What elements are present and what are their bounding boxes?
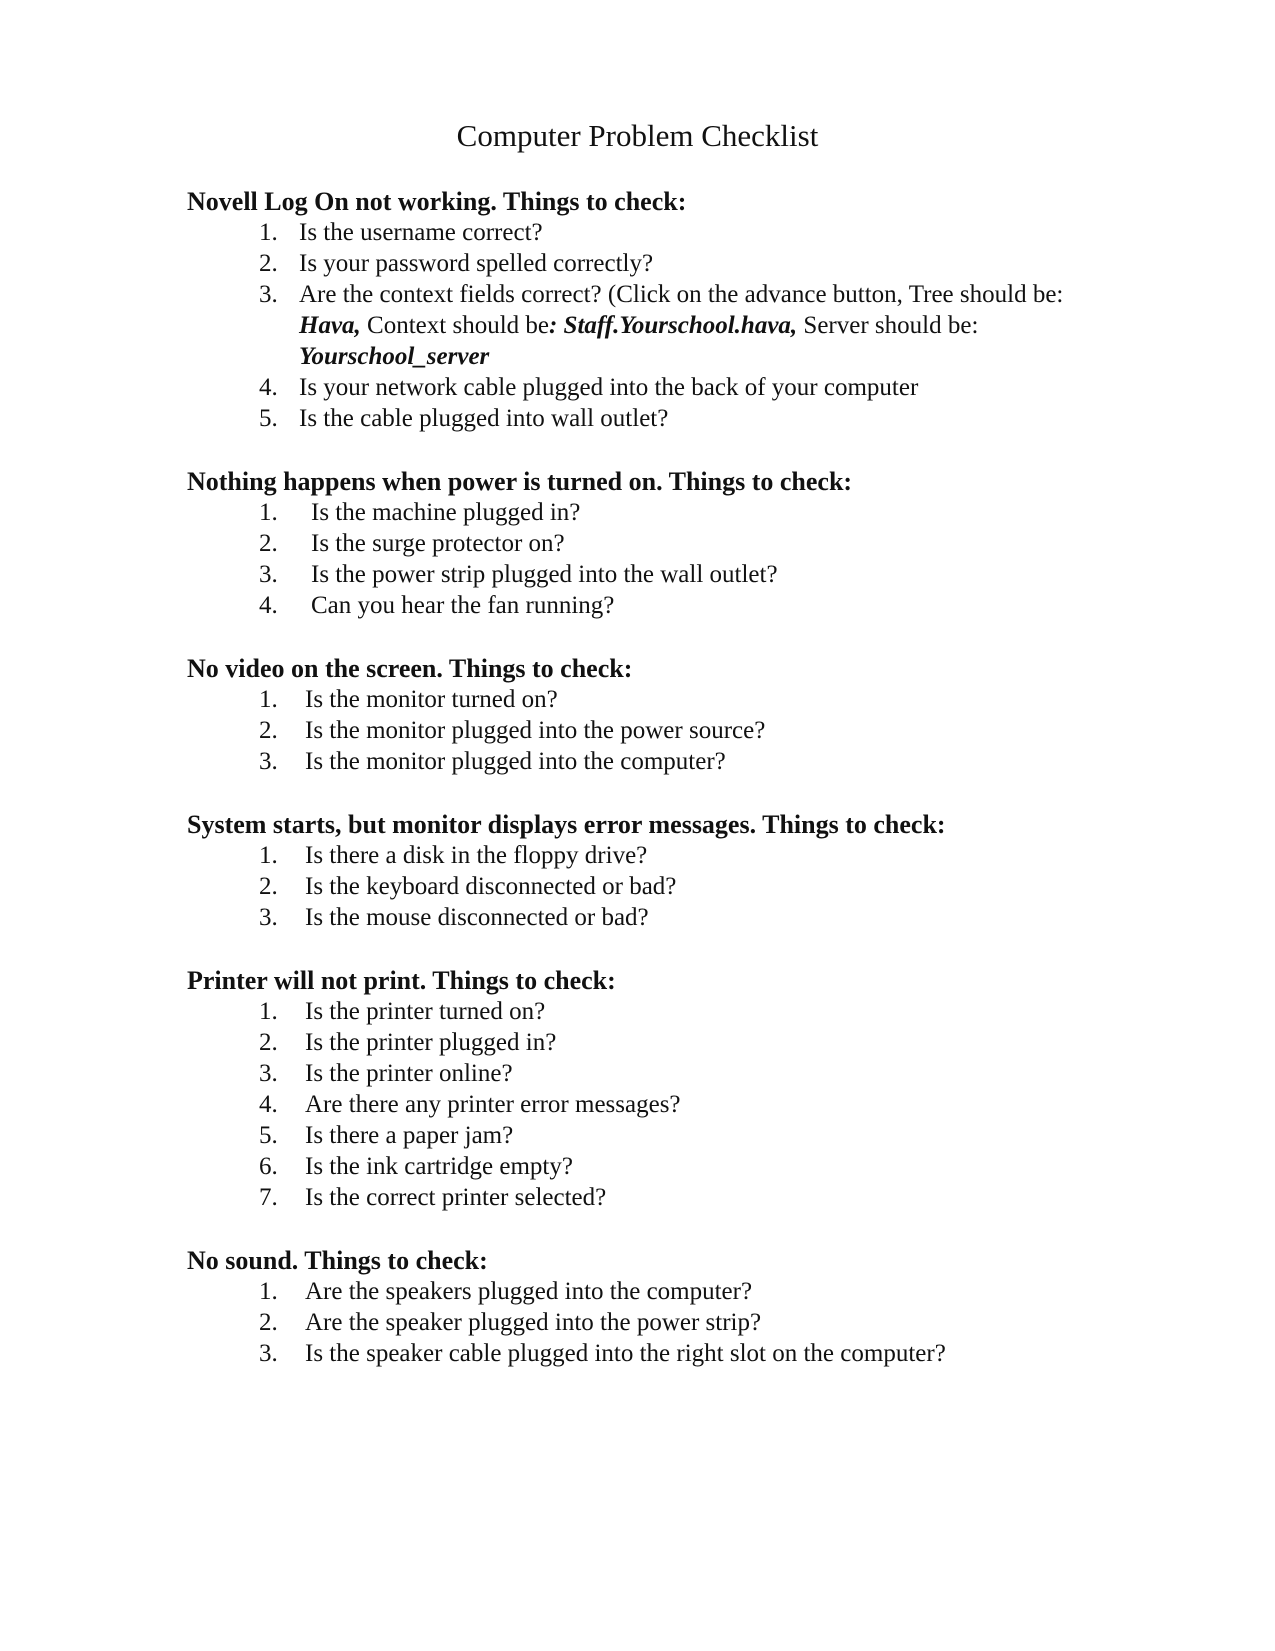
list-item	[187, 217, 1067, 248]
list-item	[187, 497, 1067, 528]
list-item	[187, 1058, 1067, 1089]
item-text: Is the monitor plugged into the computer?	[305, 748, 726, 775]
server-value: Yourschool_server	[299, 343, 490, 370]
item-number: 2.	[259, 873, 278, 900]
item-text: Are there any printer error messages?	[305, 1091, 681, 1118]
item-text: Is there a paper jam?	[305, 1122, 514, 1149]
item-number: 2.	[259, 717, 278, 744]
section-printer	[187, 965, 1067, 1213]
list-item	[187, 715, 1067, 746]
checklist	[187, 684, 1067, 777]
item-number: 1.	[259, 686, 278, 713]
list-item	[187, 372, 1067, 403]
item-number: 6.	[259, 1153, 278, 1180]
item-text: Is there a disk in the floppy drive?	[305, 842, 648, 869]
item-number: 4.	[259, 374, 278, 401]
item-text: Is your password spelled correctly?	[299, 250, 654, 277]
item-text: Is the machine plugged in?	[311, 499, 581, 526]
list-item	[187, 1089, 1067, 1120]
item-number: 4.	[259, 592, 278, 619]
section-heading: No video on the screen. Things to check:	[187, 654, 633, 683]
item-number: 3.	[259, 1340, 278, 1367]
item-number: 1.	[259, 1278, 278, 1305]
item-text: Is the printer turned on?	[305, 998, 546, 1025]
item-text: Is the cable plugged into wall outlet?	[299, 405, 669, 432]
item-text: Is the username correct?	[299, 219, 543, 246]
section-no-power	[187, 466, 1067, 621]
item-number: 1.	[259, 219, 278, 246]
section-error-messages	[187, 809, 1067, 933]
list-item	[187, 1120, 1067, 1151]
item-text: Can you hear the fan running?	[311, 592, 615, 619]
item-number: 1.	[259, 998, 278, 1025]
item-number: 3.	[259, 748, 278, 775]
list-item	[187, 1027, 1067, 1058]
item-text: Is the printer plugged in?	[305, 1029, 557, 1056]
item-text-part: Context should be	[360, 312, 549, 339]
list-item	[187, 996, 1067, 1027]
section-heading: No sound. Things to check:	[187, 1246, 488, 1275]
item-number: 1.	[259, 499, 278, 526]
item-text: Is the power strip plugged into the wall outlet?	[311, 561, 778, 588]
section-heading: System starts, but monitor displays error messages. Things to check:	[187, 810, 946, 839]
list-item	[187, 403, 1067, 434]
item-text: Is the printer online?	[305, 1060, 513, 1087]
section-heading: Printer will not print. Things to check:	[187, 966, 616, 995]
item-number: 3.	[259, 904, 278, 931]
item-text-part: Server should be:	[797, 312, 979, 339]
item-number: 3.	[259, 1060, 278, 1087]
section-heading: Nothing happens when power is turned on. Things to check:	[187, 467, 853, 496]
list-item	[187, 248, 1067, 279]
item-text: Is your network cable plugged into the back of your computer	[299, 374, 919, 401]
item-text: Is the ink cartridge empty?	[305, 1153, 573, 1180]
list-item	[187, 279, 1067, 372]
checklist-content	[187, 186, 1067, 1401]
item-text: Is the monitor turned on?	[305, 686, 558, 713]
section-no-video	[187, 653, 1067, 777]
item-number: 2.	[259, 250, 278, 277]
item-text: Is the mouse disconnected or bad?	[305, 904, 649, 931]
item-number: 5.	[259, 1122, 278, 1149]
item-number: 2.	[259, 530, 278, 557]
item-number: 2.	[259, 1029, 278, 1056]
list-item	[187, 902, 1067, 933]
item-number: 1.	[259, 842, 278, 869]
section-heading: Novell Log On not working. Things to check:	[187, 187, 687, 216]
list-item	[187, 746, 1067, 777]
list-item	[187, 840, 1067, 871]
list-item	[187, 1307, 1067, 1338]
checklist	[187, 996, 1067, 1213]
tree-value: Hava,	[299, 312, 361, 339]
list-item	[187, 1276, 1067, 1307]
item-text: Are the speaker plugged into the power strip?	[305, 1309, 762, 1336]
item-text: Is the keyboard disconnected or bad?	[305, 873, 677, 900]
context-value: : Staff.Yourschool.hava,	[548, 312, 798, 339]
item-number: 4.	[259, 1091, 278, 1118]
checklist	[187, 1276, 1067, 1369]
item-number: 2.	[259, 1309, 278, 1336]
checklist	[187, 497, 1067, 621]
item-text: Is the speaker cable plugged into the right slot on the computer?	[305, 1340, 946, 1367]
list-item	[187, 1151, 1067, 1182]
item-text: Is the surge protector on?	[311, 530, 565, 557]
list-item	[187, 871, 1067, 902]
document-title: Computer Problem Checklist	[456, 118, 819, 153]
item-number: 3.	[259, 561, 278, 588]
list-item	[187, 559, 1067, 590]
list-item	[187, 590, 1067, 621]
item-number: 3.	[259, 281, 278, 308]
item-text: Is the correct printer selected?	[305, 1184, 607, 1211]
item-number: 7.	[259, 1184, 278, 1211]
item-text: Is the monitor plugged into the power source?	[305, 717, 766, 744]
list-item	[187, 1182, 1067, 1213]
checklist	[187, 217, 1067, 434]
section-novell-logon	[187, 186, 1067, 434]
list-item	[187, 528, 1067, 559]
item-number: 5.	[259, 405, 278, 432]
item-text-part: Are the context fields correct? (Click on the advance button, Tree should be:	[299, 281, 1064, 308]
list-item	[187, 684, 1067, 715]
checklist	[187, 840, 1067, 933]
section-no-sound	[187, 1245, 1067, 1369]
list-item	[187, 1338, 1067, 1369]
item-text: Are the speakers plugged into the computer?	[305, 1278, 753, 1305]
